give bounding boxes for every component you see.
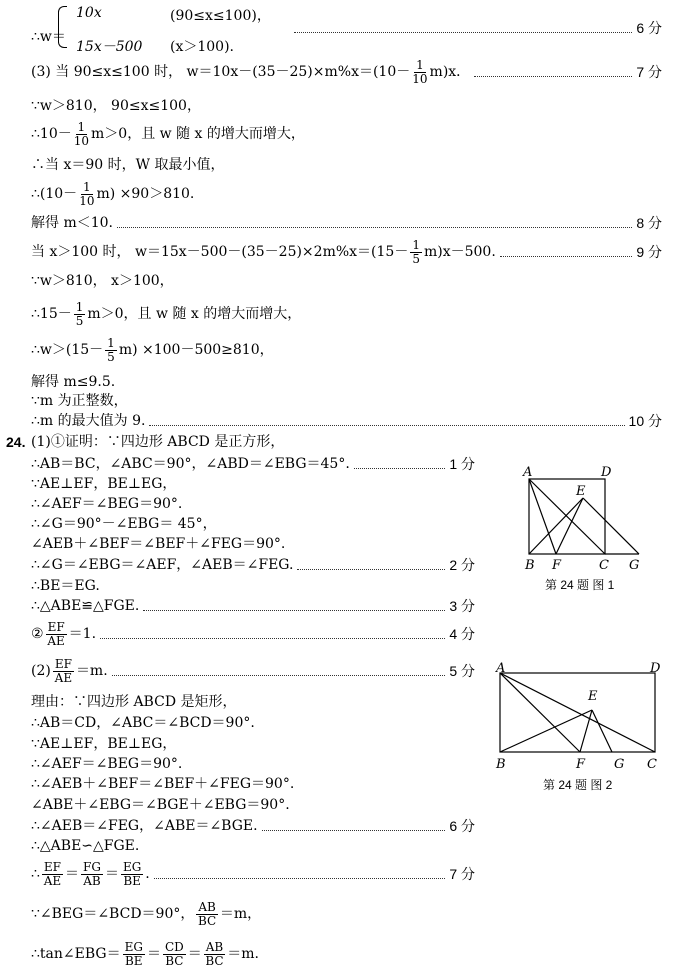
q24-line-17: ∠ABE＋∠EBG＝∠BGE＋∠EBG＝90°. [31, 797, 290, 813]
q24-line-13: ∴AB＝CD，∠ABC＝∠BCD＝90°. [31, 715, 255, 731]
points: 4 分 [449, 626, 475, 642]
brace [58, 6, 67, 48]
points: 6 分 [449, 818, 475, 834]
line-l12: 解得 m≤9.5. [31, 374, 116, 390]
fraction: $\frac{EG}{BE}$ [122, 859, 142, 888]
points: 2 分 [449, 557, 475, 573]
label-G: G [629, 558, 640, 573]
piece-pts-line [290, 18, 662, 38]
q24-line-11: (2) $\frac{EF}{AE}$ ＝m. 5 分 [31, 656, 475, 685]
fraction: $\frac{1}{5}$ [75, 299, 84, 328]
fraction: $\frac{AB}{BC}$ [205, 939, 224, 968]
label-E: E [588, 689, 598, 704]
line-l04: ∴10－ $\frac{1}{10}$ m＞0，且 w 随 x 的增大而增大， [31, 119, 305, 148]
line-l02: (3) 当 90≤x≤100 时， w＝10x－(35－25)×m%x＝(10－ $\frac{1}{10}$ m)x． 7 分 [31, 57, 662, 86]
line-l14: ∴m 的最大值为 9. 10 分 [31, 413, 662, 429]
fraction: $\frac{1}{10}$ [79, 179, 95, 208]
q24-line-2: ∴AB＝BC，∠ABC＝90°，∠ABD＝∠EBG＝45°. 1 分 [31, 456, 475, 472]
label-F: F [552, 558, 562, 573]
q24-line-4: ∴∠AEF＝∠BEG＝90°. [31, 496, 183, 512]
q24-line-10: ② $\frac{EF}{AE}$ ＝1. 4 分 [31, 619, 475, 648]
fraction: $\frac{FG}{AB}$ [83, 859, 101, 888]
q24-line-1: (1)①证明：∵四边形 ABCD 是正方形， [31, 434, 285, 450]
points: 8 分 [636, 215, 662, 231]
fraction: $\frac{1}{5}$ [412, 237, 420, 266]
fraction: $\frac{EF}{AE}$ [47, 619, 65, 648]
label-E: E [576, 484, 586, 499]
label-C: C [599, 558, 609, 573]
points: 7 分 [636, 64, 662, 80]
label-G: G [614, 757, 625, 772]
line-l05: ∴当 x＝90 时，W 取最小值， [31, 157, 225, 173]
q24-line-8: ∴BE＝EG. [31, 578, 100, 594]
label-B: B [496, 757, 506, 772]
ratio-line-1: ∴ $\frac{EF}{AE}$ ＝ $\frac{FG}{AB}$ ＝ $\frac{EG}{BE}$ . 7 分 [31, 859, 475, 888]
figure-2-caption: 第 24 题 图 2 [543, 778, 613, 792]
leader-dots [112, 675, 446, 676]
label-B: B [525, 558, 535, 573]
leader-dots [149, 425, 624, 426]
q24-line-6: ∠AEB＋∠BEF＝∠BEF＋∠FEG＝90°. [31, 536, 286, 552]
fraction: $\frac{1}{5}$ [107, 335, 115, 364]
q24-line-19: ∴△ABE∽△FGE. [31, 838, 140, 854]
figure-1 [515, 462, 675, 577]
line-l13: ∵m 为正整数， [31, 393, 128, 409]
points: 10 分 [628, 413, 662, 429]
piece1-cond: (90≤x≤100)， [170, 8, 271, 24]
line-l07: 解得 m＜10. 8 分 [31, 215, 662, 231]
leader-dots [154, 878, 446, 879]
leader-dots [100, 638, 445, 639]
piece2-cond: (x＞100). [170, 39, 234, 55]
label-C: C [647, 757, 657, 772]
leader-dots [117, 227, 632, 228]
q24-line-14: ∵AE⊥EF，BE⊥EG， [31, 736, 177, 752]
figure-1-caption: 第 24 题 图 1 [545, 578, 615, 592]
fraction: $\frac{EG}{BE}$ [124, 939, 143, 968]
figure-2 [490, 660, 670, 775]
points: 7 分 [449, 866, 475, 882]
fraction: $\frac{AB}{BC}$ [197, 899, 217, 928]
line-l06: ∴(10－ $\frac{1}{10}$ m) ×90＞810. [31, 179, 195, 208]
leader-dots [143, 610, 445, 611]
fraction: $\frac{1}{10}$ [412, 57, 428, 86]
piece1-expr: 10x [76, 5, 102, 21]
points: 3 分 [449, 598, 475, 614]
q24-line-7: ∴∠G＝∠EBG＝∠AEF，∠AEB＝∠FEG. 2 分 [31, 557, 475, 573]
leader-dots [262, 830, 446, 831]
line-l11: ∴w＞(15－ $\frac{1}{5}$ m) ×100－500≥810， [31, 335, 274, 364]
q24-line-5: ∴∠G＝90°－∠EBG＝ 45°， [31, 516, 217, 532]
label-A: A [523, 465, 533, 480]
leader-dots [297, 569, 445, 570]
q24-line-18: ∴∠AEB＝∠FEG，∠ABE＝∠BGE. 6 分 [31, 818, 475, 834]
question-number: 24. [6, 434, 26, 450]
piece2-expr: 15x－500 [76, 39, 143, 55]
fraction: $\frac{EF}{AE}$ [43, 859, 62, 888]
label-A: A [496, 661, 506, 676]
fraction: $\frac{CD}{BC}$ [164, 939, 184, 968]
fraction: $\frac{1}{10}$ [73, 119, 90, 148]
label-D: D [650, 661, 661, 676]
label-F: F [576, 757, 586, 772]
piecewise-prefix: ∴w＝ [31, 29, 66, 45]
line-l10: ∴15－ $\frac{1}{5}$ m＞0，且 w 随 x 的增大而增大， [31, 299, 302, 328]
points: 5 分 [449, 663, 475, 679]
points: 6 分 [636, 20, 662, 36]
leader-dots [354, 468, 446, 469]
ratio-line-2: ∵∠BEG＝∠BCD＝90°， $\frac{AB}{BC}$ ＝m， [31, 899, 262, 928]
line-l03: ∵w＞810， 90≤x≤100， [31, 98, 201, 114]
points: 9 分 [636, 244, 662, 260]
leader-dots [500, 256, 633, 257]
fraction: $\frac{EF}{AE}$ [54, 656, 73, 685]
label-D: D [601, 465, 612, 480]
q24-line-3: ∵AE⊥EF，BE⊥EG， [31, 476, 177, 492]
leader-dots [294, 32, 632, 33]
points: 1 分 [449, 456, 475, 472]
q24-line-16: ∴∠AEB＋∠BEF＝∠BEF＋∠FEG＝90°. [31, 776, 295, 792]
ratio-line-3: ∴tan∠EBG＝ $\frac{EG}{BE}$ ＝ $\frac{CD}{BC}$ ＝ $\frac{AB}{BC}$ ＝m. [31, 939, 259, 968]
leader-dots [474, 76, 632, 77]
line-l09: ∵w＞810， x＞100， [31, 273, 174, 289]
q24-line-12: 理由：∵四边形 ABCD 是矩形， [31, 694, 237, 710]
line-l08: 当 x＞100 时， w＝15x－500－(35－25)×2m%x＝(15－ $\frac{1}{5}$ m)x－500. 9 分 [31, 237, 662, 266]
q24-line-15: ∴∠AEF＝∠BEG＝90°. [31, 756, 183, 772]
q24-line-9: ∴△ABE≌△FGE. 3 分 [31, 598, 475, 614]
